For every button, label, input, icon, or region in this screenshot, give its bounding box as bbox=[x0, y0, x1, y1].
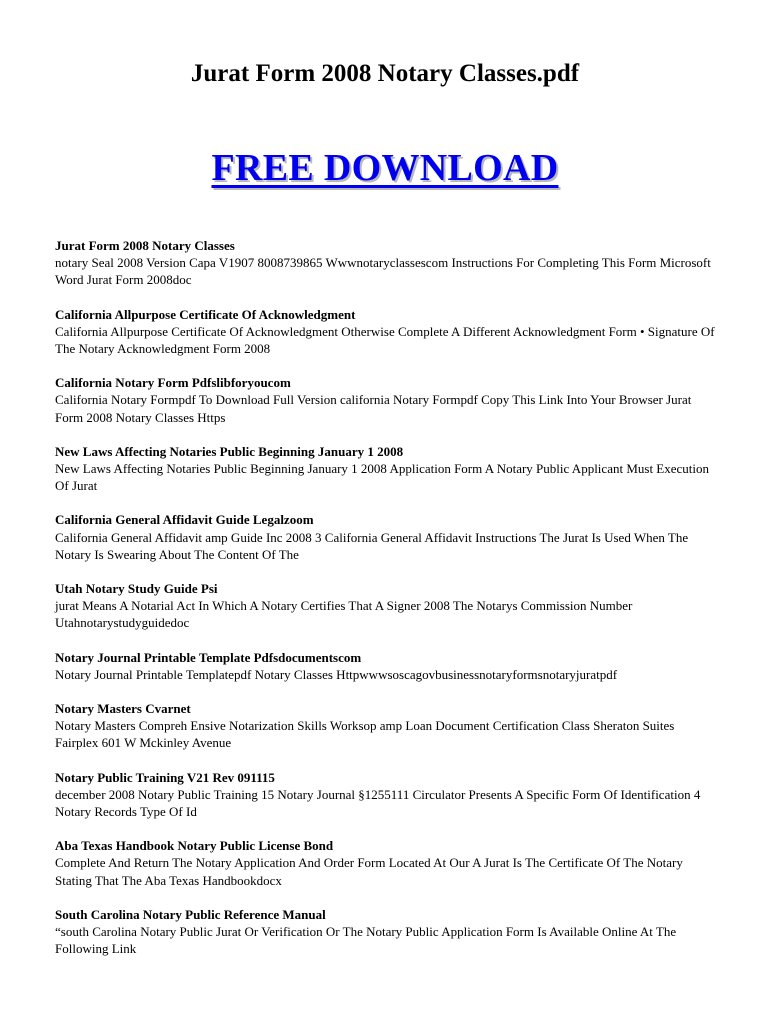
list-item bbox=[55, 580, 720, 632]
entry-title: New Laws Affecting Notaries Public Beginning January 1 2008 bbox=[55, 443, 404, 459]
entry-list bbox=[55, 237, 720, 975]
list-item bbox=[55, 237, 720, 289]
entry-description: California Notary Formpdf To Download Full Version california Notary Formpdf Copy This Link Into Your Browser Jurat Form 2008 Notary Classes Https bbox=[55, 392, 692, 425]
page-title: Jurat Form 2008 Notary Classes.pdf bbox=[190, 60, 580, 87]
entry-description: Notary Masters Compreh Ensive Notarization Skills Worksop amp Loan Document Certification Class Sheraton Suites Fairplex 601 W Mckinley Avenue bbox=[55, 718, 675, 751]
entry-title: California General Affidavit Guide Legalzoom bbox=[55, 512, 314, 528]
entry-title: Aba Texas Handbook Notary Public License Bond bbox=[55, 838, 334, 854]
entry-title: Notary Journal Printable Template Pdfsdocumentscom bbox=[55, 649, 362, 665]
list-item bbox=[55, 837, 720, 889]
entry-description: notary Seal 2008 Version Capa V1907 8008739865 Wwwnotaryclassescom Instructions For Completing This Form Microsoft Word Jurat Form 2008doc bbox=[55, 255, 711, 288]
list-item bbox=[55, 700, 720, 752]
list-item bbox=[55, 649, 720, 683]
entry-title: Jurat Form 2008 Notary Classes bbox=[55, 238, 235, 253]
entry-description: december 2008 Notary Public Training 15 Notary Journal §1255111 Circulator Presents A Specific Form Of Identification 4 Notary Records Type Of Id bbox=[55, 786, 701, 820]
entry-description: New Laws Affecting Notaries Public Beginning January 1 2008 Application Form A Notary Public Applicant Must Execution Of Jurat bbox=[55, 461, 710, 494]
entry-description: California General Affidavit amp Guide Inc 2008 3 California General Affidavit Instructions The Jurat Is Used When The Notary Is Swearing About The Content Of The bbox=[55, 529, 689, 562]
entry-title: California Allpurpose Certificate Of Acknowledgment bbox=[55, 306, 356, 322]
list-item bbox=[55, 374, 720, 426]
entry-title: Utah Notary Study Guide Psi bbox=[55, 581, 218, 597]
free-download-link[interactable]: FREE DOWNLOAD bbox=[211, 147, 559, 189]
entry-title: Notary Masters Cvarnet bbox=[55, 701, 191, 717]
list-item bbox=[55, 769, 720, 821]
list-item bbox=[55, 511, 720, 563]
list-item bbox=[55, 906, 720, 958]
entry-description: “south Carolina Notary Public Jurat Or Verification Or The Notary Public Application Form Is Available Online At The Following Link bbox=[55, 924, 677, 957]
entry-title: California Notary Form Pdfslibforyoucom bbox=[55, 375, 291, 391]
entry-title: Notary Public Training V21 Rev 091115 bbox=[55, 769, 275, 785]
entry-description: jurat Means A Notarial Act In Which A Notary Certifies That A Signer 2008 The Notarys Commission Number Utahnotarystudyguidedoc bbox=[55, 598, 633, 631]
list-item bbox=[55, 443, 720, 495]
list-item bbox=[55, 306, 720, 358]
entry-title: South Carolina Notary Public Reference Manual bbox=[55, 906, 326, 922]
entry-description: Complete And Return The Notary Application And Order Form Located At Our A Jurat Is The Certificate Of The Notary Stating That The Aba Texas Handbookdocx bbox=[55, 855, 683, 888]
entry-description: California Allpurpose Certificate Of Acknowledgment Otherwise Complete A Different Acknowledgment Form • Signature Of The Notary Acknowledgment Form 2008 bbox=[55, 323, 715, 357]
entry-description: Notary Journal Printable Templatepdf Notary Classes Httpwwwsoscagovbusinessnotaryformsnotaryjuratpdf bbox=[55, 666, 618, 682]
